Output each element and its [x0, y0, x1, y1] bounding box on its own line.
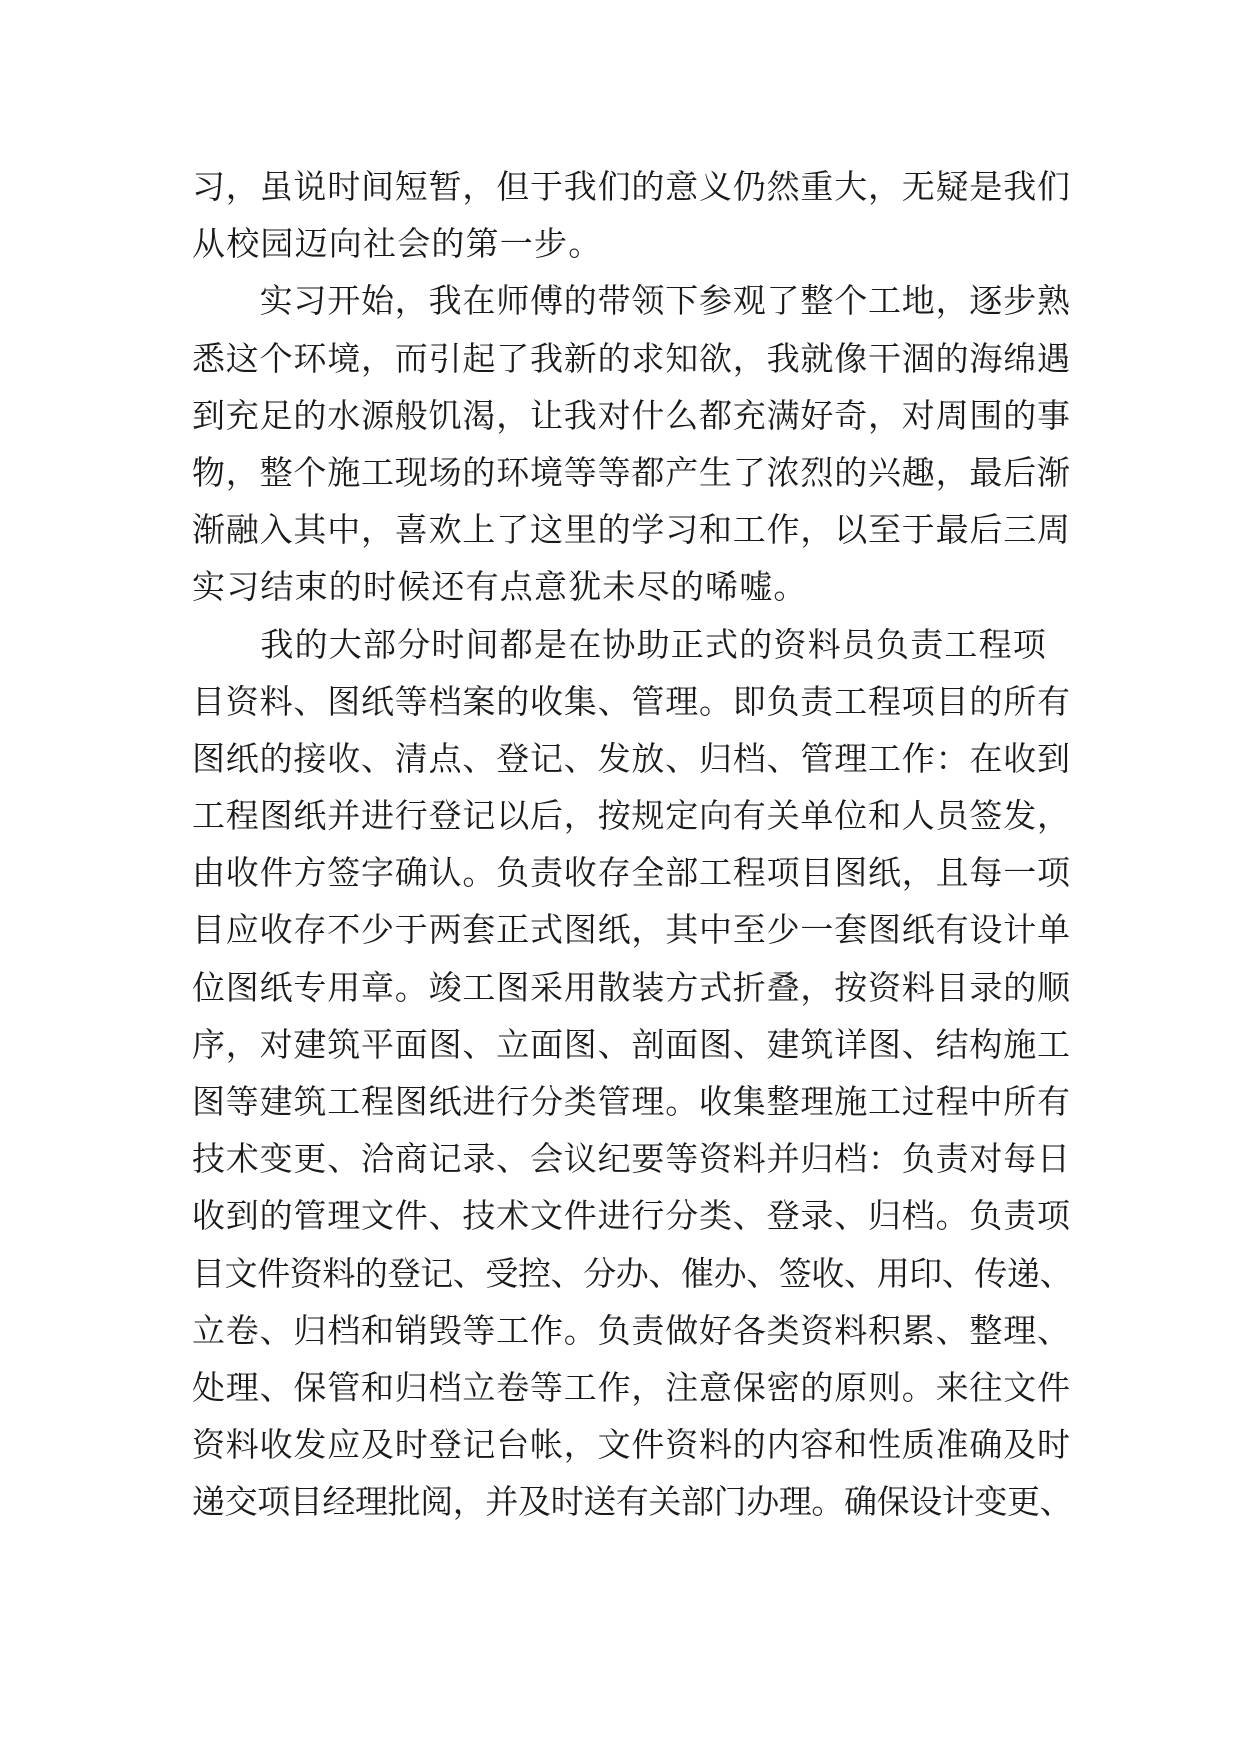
text-line: 从校园迈向社会的第一步。: [192, 224, 603, 264]
text-line: 实习开始，我在师傅的带领下参观了整个工地，逐步熟: [192, 281, 1071, 321]
text-line: 悉这个环境，而引起了我新的求知欲，我就像干涸的海绵遇: [192, 338, 1071, 378]
text-line: 处理、保管和归档立卷等工作，注意保密的原则。来往文件: [192, 1367, 1071, 1407]
text-line: 实习结束的时候还有点意犹未尽的唏嘘。: [192, 567, 808, 607]
text-line: 资料收发应及时登记台帐，文件资料的内容和性质准确及时: [192, 1425, 1071, 1465]
text-line: 立卷、归档和销毁等工作。负责做好各类资料积累、整理、: [192, 1310, 1071, 1350]
text-line: 物，整个施工现场的环境等等都产生了浓烈的兴趣，最后渐: [192, 452, 1071, 492]
text-line: 图等建筑工程图纸进行分类管理。收集整理施工过程中所有: [192, 1082, 1071, 1121]
text-line: 收到的管理文件、技术文件进行分类、登录、归档。负责项: [192, 1196, 1071, 1236]
text-line: 我的大部分时间都是在协助正式的资料员负责工程项: [192, 624, 1047, 664]
text-line: 技术变更、洽商记录、会议纪要等资料并归档：负责对每日: [192, 1139, 1071, 1179]
text-line: 工程图纸并进行登记以后，按规定向有关单位和人员签发，: [192, 796, 1071, 836]
text-line: 图纸的接收、清点、登记、发放、归档、管理工作：在收到: [192, 738, 1071, 778]
text-line: 递交项目经理批阅，并及时送有关部门办理。确保设计变更、: [192, 1482, 1073, 1522]
text-line: 到充足的水源般饥渴，让我对什么都充满好奇，对周围的事: [192, 395, 1071, 435]
text-line: 序，对建筑平面图、立面图、剖面图、建筑详图、结构施工: [192, 1024, 1071, 1064]
text-line: 目文件资料的登记、受控、分办、催办、签收、用印、传递、: [192, 1253, 1073, 1293]
text-line: 目资料、图纸等档案的收集、管理。即负责工程项目的所有: [192, 681, 1071, 721]
text-line: 渐融入其中，喜欢上了这里的学习和工作，以至于最后三周: [192, 510, 1071, 550]
text-line: 目应收存不少于两套正式图纸，其中至少一套图纸有设计单: [192, 910, 1071, 950]
body-text: [192, 158, 1072, 1531]
text-line: 习，虽说时间短暂，但于我们的意义仍然重大，无疑是我们: [192, 167, 1071, 206]
text-line: 位图纸专用章。竣工图采用散装方式折叠，按资料目录的顺: [192, 967, 1071, 1007]
text-line: 由收件方签字确认。负责收存全部工程项目图纸，且每一项: [192, 853, 1071, 893]
